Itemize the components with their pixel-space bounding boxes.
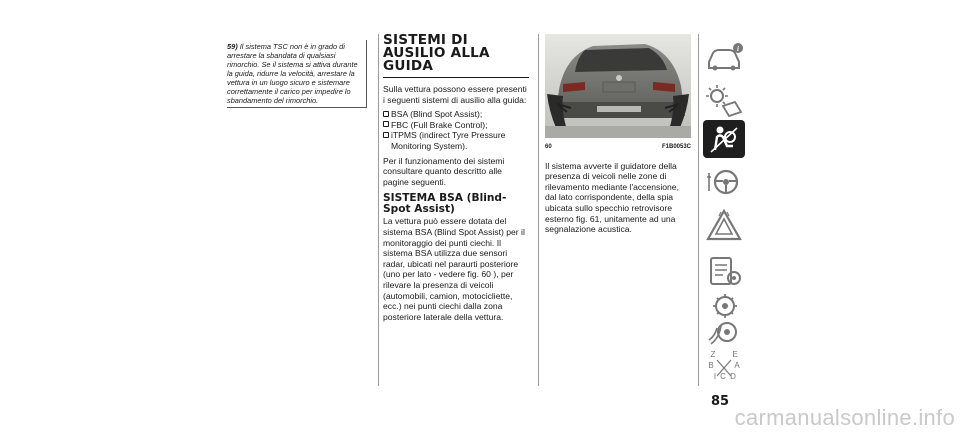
bullet-square-icon	[383, 121, 389, 127]
page-number: 85	[710, 394, 730, 409]
col3-text: Il sistema avverte il guidatore della presenza di veicoli nelle zone di rilevamento mediante l'accensione, dal lato corrispondente, della spia ubicata sullo specchio retrovisore esterno fig. 61, unitamente ad una segnalazione acustica.	[545, 160, 679, 235]
column-divider-3	[698, 34, 699, 386]
svg-text:C: C	[720, 372, 726, 381]
figure-code: F1B0053C	[661, 144, 691, 150]
warning-lights-icon[interactable]	[703, 82, 745, 120]
column-divider-1	[378, 34, 379, 386]
section-title: SISTEMI DI AUSILIO ALLA GUIDA	[383, 34, 529, 78]
svg-text:I: I	[713, 372, 717, 381]
section-reference: Per il funzionamento dei sistemi consultare quanto descritto alle pagine seguenti.	[383, 155, 505, 187]
section-intro: Sulla vettura possono essere presenti i seguenti sistemi di ausilio alla guida:	[383, 84, 527, 105]
note-text: Il sistema TSC non è in grado di arrestare la sbandata di qualsiasi rimorchio. Se il sistema si attiva durante la guida, ridurre la velocità, arrestare la vettura in un luogo sicuro e sistemare correttamente il carico per impedire lo sbandamento del rimorchio.	[227, 42, 358, 105]
warning-note	[227, 40, 367, 108]
index-icon[interactable]	[703, 346, 745, 384]
figure-caption	[545, 142, 691, 153]
hazard-triangle-icon[interactable]	[703, 206, 745, 244]
steering-wheel-icon[interactable]	[703, 163, 745, 201]
car-rear-illustration	[545, 34, 691, 138]
svg-text:Z: Z	[710, 350, 716, 359]
bullet-square-icon	[383, 111, 389, 117]
car-info-icon[interactable]	[703, 38, 745, 76]
note-number: 59)	[227, 42, 238, 51]
safety-airbag-icon[interactable]	[703, 120, 745, 158]
car-rear-photo	[545, 34, 691, 138]
list-item: iTPMS (indirect Tyre Pressure Monitoring System).	[383, 130, 529, 151]
svg-text:A: A	[734, 361, 740, 370]
figure-number: 60	[545, 144, 552, 150]
multimedia-icon[interactable]	[703, 312, 745, 350]
column-figure	[545, 34, 691, 239]
column-divider-2	[538, 34, 539, 386]
maintenance-icon[interactable]	[703, 252, 745, 290]
svg-text:D: D	[730, 372, 736, 381]
list-item: BSA (Blind Spot Assist);	[383, 109, 529, 120]
svg-text:B: B	[708, 361, 714, 370]
bullet-square-icon	[383, 132, 389, 138]
svg-text:i: i	[737, 45, 739, 53]
footer-watermark: carmanualsonline.info	[734, 405, 955, 430]
list-item: FBC (Full Brake Control);	[383, 120, 529, 131]
bsa-title: SISTEMA BSA (Blind-Spot Assist)	[383, 192, 507, 215]
svg-text:E: E	[732, 350, 738, 359]
column-driving-aids	[383, 34, 529, 326]
bsa-text: La vettura può essere dotata del sistema BSA (Blind Spot Assist) per il monitoraggio dei punti ciechi. Il sistema BSA utilizza due sensori radar, ubicati nel paraurti posteriore (uno per lato - vedere fig. 60 ), per rilevare la presenza di veicoli (automobili, camion, motocicliette, ecc.) nei punti ciechi dalla zona posteriore laterale della vettura.	[383, 216, 525, 322]
